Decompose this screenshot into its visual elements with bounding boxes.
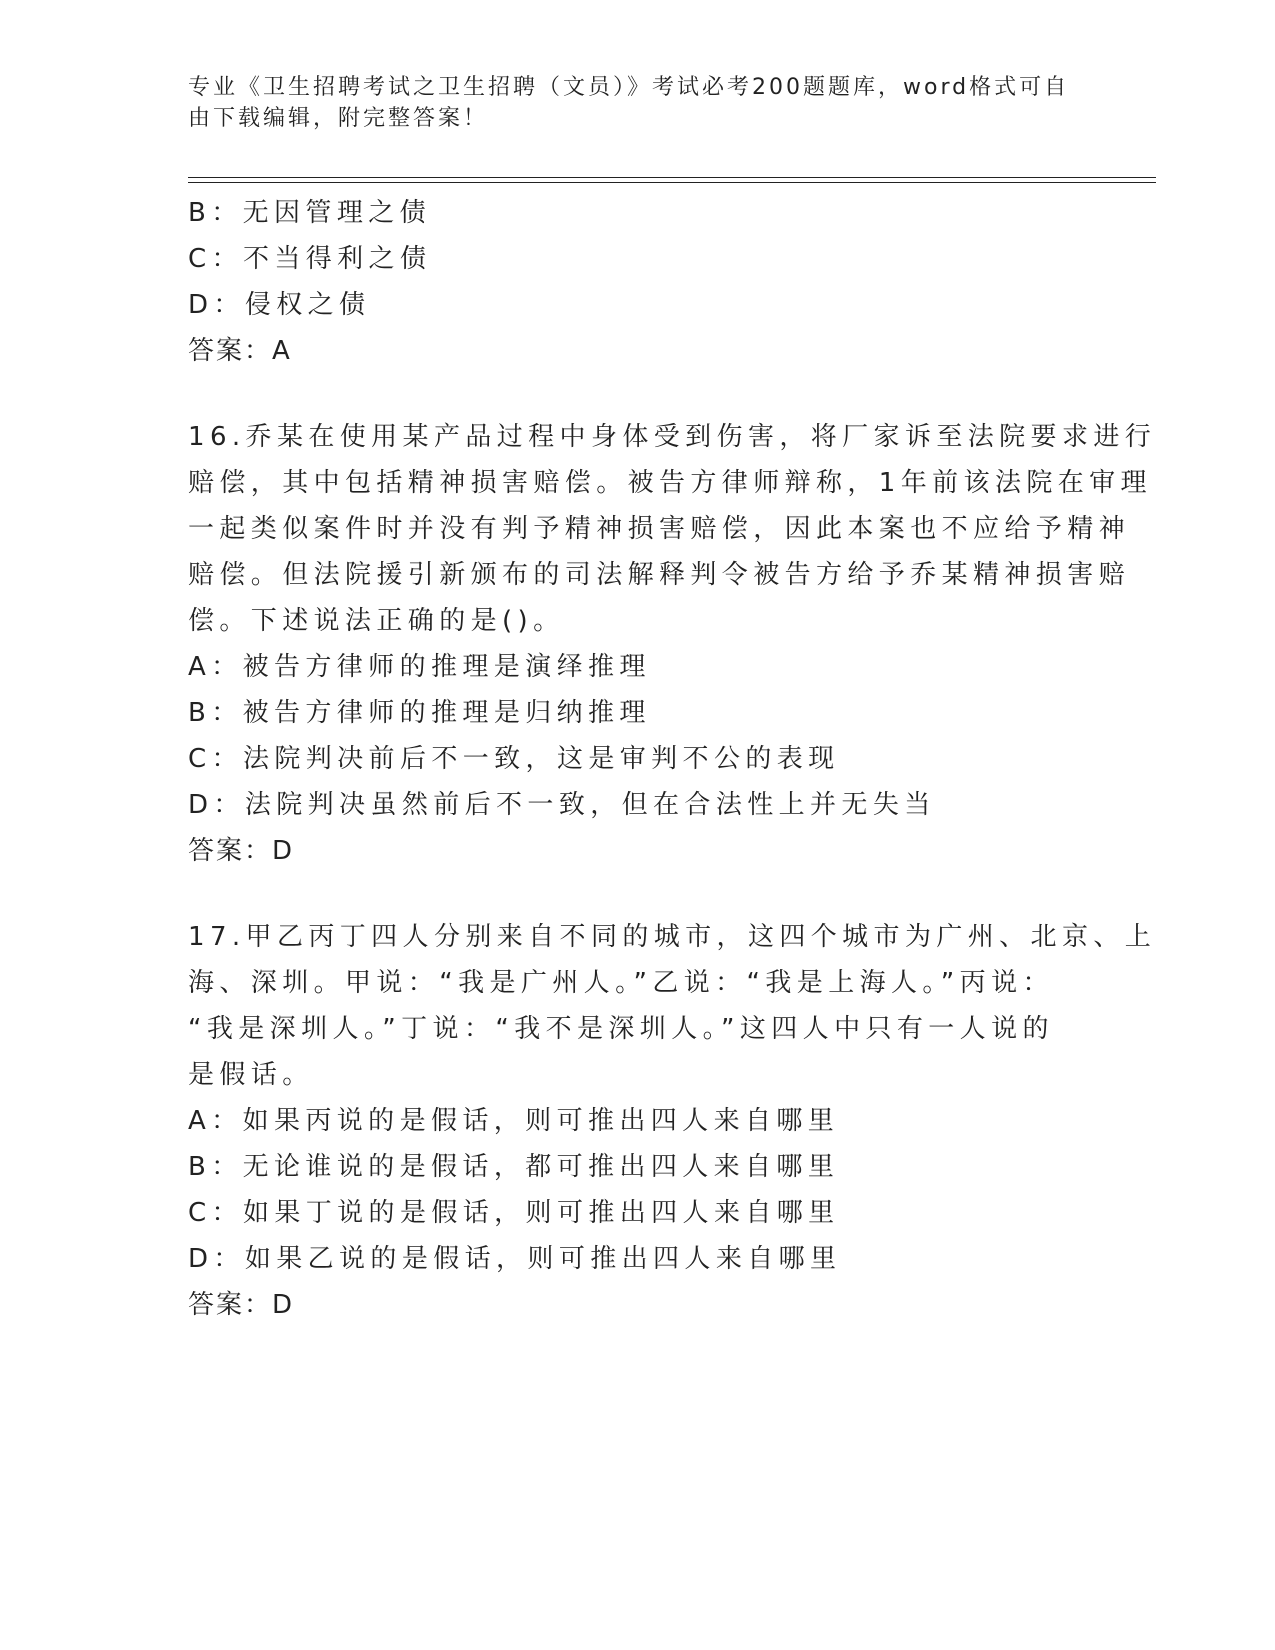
option-b: B：被告方律师的推理是归纳推理 [188,698,651,728]
question-16 [188,414,1157,874]
header-divider-top [188,177,1156,178]
answer-line: 答案：A [188,336,292,366]
header-line-2: 由下载编辑，附完整答案！ [188,106,489,131]
spacer [188,374,1128,414]
option-c: C：不当得利之债 [188,244,432,274]
document-body [188,190,1157,1328]
option-d: D：如果乙说的是假话，则可推出四人来自哪里 [188,1244,842,1274]
answer-line: 答案：D [188,1290,295,1320]
header-line-1: 专业《卫生招聘考试之卫生招聘（文员）》考试必考200题题库，word格式可自 [188,75,1070,100]
option-b: B：无因管理之债 [188,198,432,228]
document-header [188,72,1088,134]
option-d: D：法院判决虽然前后不一致，但在合法性上并无失当 [188,790,936,820]
answer-line: 答案：D [188,836,295,866]
header-divider-bottom [188,182,1156,183]
question-text-line: 17.甲乙丙丁四人分别来自不同的城市，这四个城市为广州、北京、上 [188,922,1157,952]
question-text-line: 赔偿，其中包括精神损害赔偿。被告方律师辩称，1年前该法院在审理 [188,468,1152,498]
question-text-line: 16.乔某在使用某产品过程中身体受到伤害，将厂家诉至法院要求进行 [188,422,1157,452]
question-text-line: 偿。下述说法正确的是()。 [188,606,565,636]
option-d: D：侵权之债 [188,290,371,320]
question-text-line: “我是深圳人。”丁说：“我不是深圳人。”这四人中只有一人说的 [188,1014,1054,1044]
previous-question-tail [188,190,1128,374]
option-a: A：如果丙说的是假话，则可推出四人来自哪里 [188,1106,840,1136]
question-text-line: 一起类似案件时并没有判予精神损害赔偿，因此本案也不应给予精神 [188,514,1131,544]
question-text-line: 是假话。 [188,1060,314,1090]
option-b: B：无论谁说的是假话，都可推出四人来自哪里 [188,1152,840,1182]
option-a: A：被告方律师的推理是演绎推理 [188,652,651,682]
question-17 [188,914,1157,1328]
question-text-line: 赔偿。但法院援引新颁布的司法解释判令被告方给予乔某精神损害赔 [188,560,1131,590]
spacer [188,874,1128,914]
option-c: C：如果丁说的是假话，则可推出四人来自哪里 [188,1198,840,1228]
option-c: C：法院判决前后不一致，这是审判不公的表现 [188,744,840,774]
question-text-line: 海、深圳。甲说：“我是广州人。”乙说：“我是上海人。”丙说： [188,968,1054,998]
